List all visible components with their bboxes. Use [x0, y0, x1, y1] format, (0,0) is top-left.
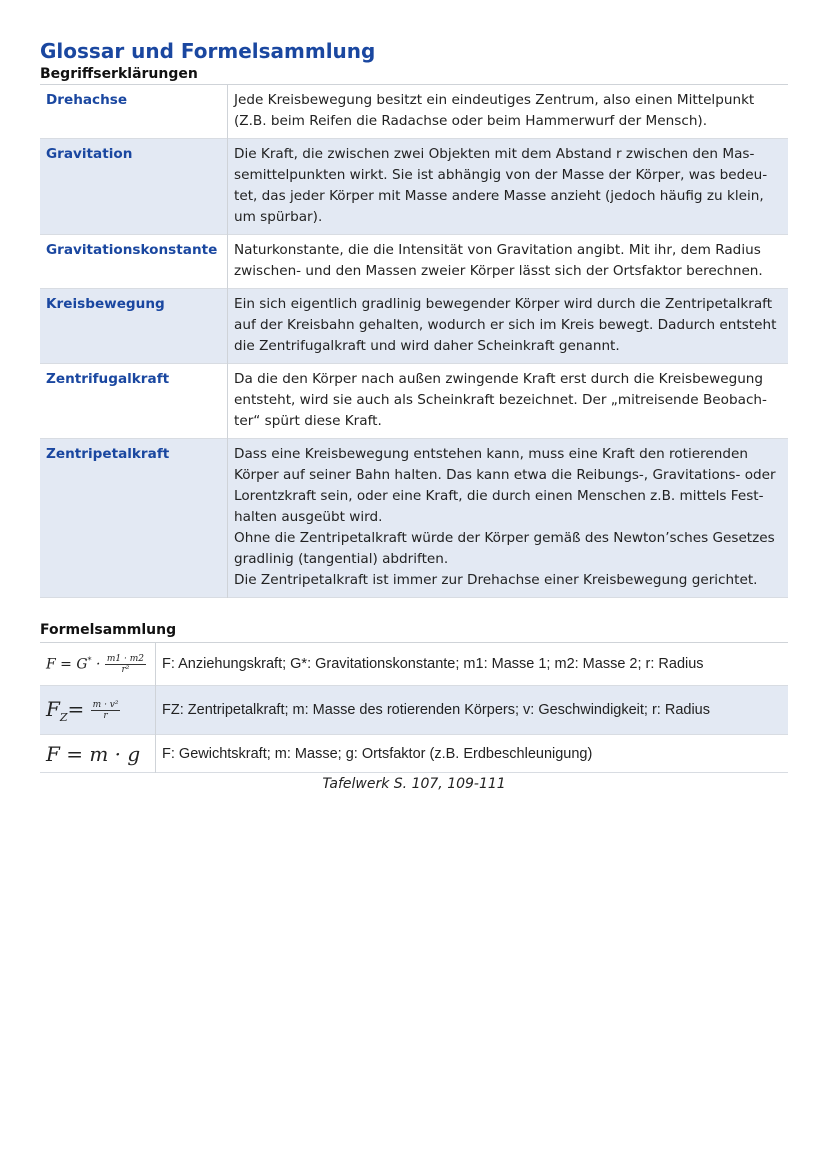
glossary-term: Gravitation	[40, 139, 228, 235]
definition-paragraph: Naturkonstante, die die Intensität von Gravitation angibt. Mit ihr, dem Radius zwischen- und den Massen zweier Körper lässt sich der Ortsfaktor berechnen.	[234, 242, 763, 279]
glossary-definition	[228, 235, 789, 289]
formula-description: FZ: Zentripetalkraft; m: Masse des rotierenden Körpers; v: Geschwindigkeit; r: Radius	[156, 686, 789, 735]
glossary-term: Kreisbewegung	[40, 289, 228, 364]
page-title: Glossar und Formelsammlung	[40, 39, 376, 63]
formula-description: F: Anziehungskraft; G*: Gravitationskonstante; m1: Masse 1; m2: Masse 2; r: Radius	[162, 656, 704, 672]
source-reference: Tafelwerk S. 107, 109-111	[322, 776, 506, 792]
formula-row	[40, 735, 788, 773]
glossary-term: Zentrifugalkraft	[40, 364, 228, 439]
glossary-row	[40, 289, 788, 364]
definition-paragraph: Ein sich eigentlich gradlinig bewegender Körper wird durch die Zentripetalkraft auf der Kreisbahn gehalten, wodurch er sich im Kreis bewegt. Dadurch entsteht die Zentrifugalkraft und wird daher Scheinkraft genannt.	[234, 296, 777, 354]
glossary-definition	[228, 139, 789, 235]
glossary-definition	[228, 364, 789, 439]
formula-row	[40, 643, 788, 686]
glossary-definition	[228, 289, 789, 364]
formula-table	[40, 642, 788, 773]
glossary-row	[40, 85, 788, 139]
glossary-definition	[228, 439, 789, 598]
document	[40, 38, 788, 792]
glossary-term: Drehachse	[40, 85, 228, 139]
formula-description: F: Gewichtskraft; m: Masse; g: Ortsfaktor (z.B. Erdbeschleunigung)	[162, 745, 593, 762]
glossary-table	[40, 84, 788, 598]
glossary-row	[40, 439, 788, 598]
definition-paragraph: Jede Kreisbewegung besitzt ein eindeutiges Zentrum, also einen Mittelpunkt (Z.B. beim Reifen die Radachse oder beim Hammerwurf der Mensch).	[234, 92, 755, 129]
definition-paragraph: Die Zentripetalkraft ist immer zur Drehachse einer Kreisbewegung gerichtet.	[234, 572, 758, 588]
formula-heading: Formelsammlung	[40, 622, 177, 638]
glossary-term: Gravitationskonstante	[40, 235, 228, 289]
glossary-definition	[228, 85, 789, 139]
definition-paragraph: Die Kraft, die zwischen zwei Objekten mit dem Abstand r zwischen den Massemittelpunkten wirkt. Sie ist abhängig von der Masse der Körper, was bedeutet, das jeder Körper mit Masse andere Masse anzieht (jedoch häufig zu klein, um spürbar).	[234, 146, 768, 225]
definition-paragraph: Ohne die Zentripetalkraft würde der Körper gemäß des Newton’sches Gesetzes gradlinig (tangential) abdriften.	[234, 530, 775, 567]
glossary-row	[40, 235, 788, 289]
definition-paragraph: Dass eine Kreisbewegung entstehen kann, muss eine Kraft den rotierenden Körper auf seiner Bahn halten. Das kann etwa die Reibungs-, Gravitations- oder Lorentzkraft sein, oder eine Kraft, die durch einen Menschen z.B. mittels Festhalten ausgeübt wird.	[234, 446, 776, 525]
formula-row	[40, 686, 788, 735]
formula-centripetal: $F_Z=$ $\frac{\text{m · v²}}{r}$	[40, 686, 156, 735]
glossary-heading: Begriffserklärungen	[40, 66, 198, 82]
formula-gravitation: F = G* · $\frac{m1 \cdot m2}{\text{r²}}$	[40, 643, 156, 686]
glossary-row	[40, 139, 788, 235]
definition-paragraph: Da die den Körper nach außen zwingende Kraft erst durch die Kreisbewegung entsteht, wird sie auch als Scheinkraft bezeichnet. Der „mitreisende Beobachter“ spürt diese Kraft.	[234, 371, 767, 429]
glossary-term: Zentripetalkraft	[40, 439, 228, 598]
formula-weight: F = m · g	[40, 735, 156, 773]
glossary-row	[40, 364, 788, 439]
